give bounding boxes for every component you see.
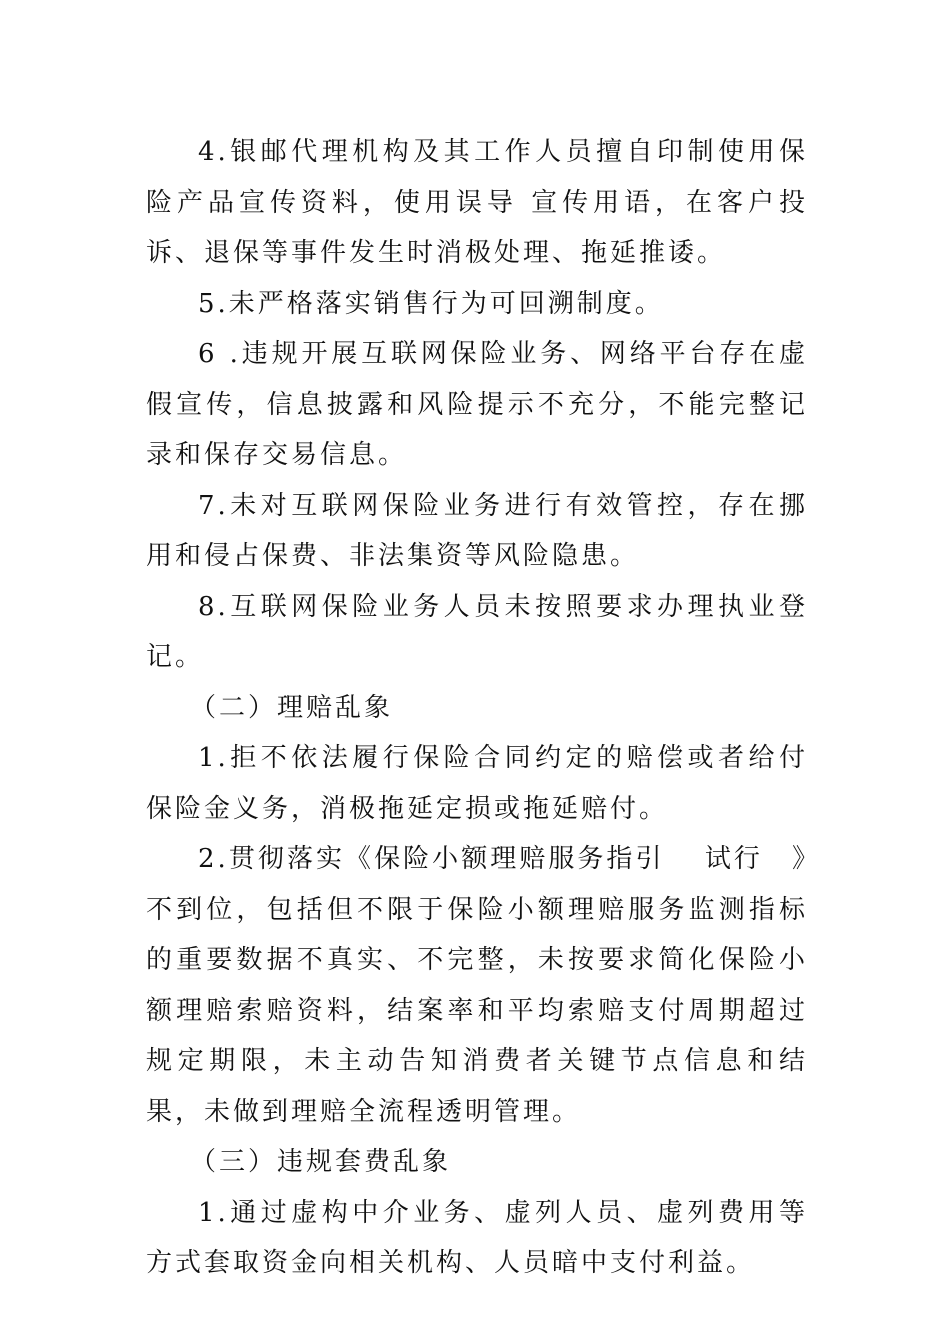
section-heading-fees: （三）违规套费乱象 <box>190 1147 452 1177</box>
paragraph-claims-item-2: 2.贯彻落实《保险小额理赔服务指引 试行 》不到位，包括但不限于保险小额理赔服务监测指标的重要数据不真实、不完整，未按要求简化保险小额理赔索赔资料，结案率和平均索赔支付周期超过规定期限，未主动告知消费者关键节点信息和结果，未做到理赔全流程透明管理。 <box>146 844 808 1127</box>
paragraph-item-6: 6 .违规开展互联网保险业务、网络平台存在虚假宣传，信息披露和风险提示不充分，不能完整记录和保存交易信息。 <box>146 339 808 470</box>
paragraph-item-8: 8.互联网保险业务人员未按照要求办理执业登记。 <box>146 591 808 672</box>
paragraph-claims-item-1: 1.拒不依法履行保险合同约定的赔偿或者给付保险金义务，消极拖延定损或拖延赔付。 <box>146 743 808 824</box>
document-body <box>146 127 808 1289</box>
paragraph-item-4: 4.银邮代理机构及其工作人员擅自印制使用保险产品宣传资料，使用误导 宣传用语，在客户投诉、退保等事件发生时消极处理、拖延推诿。 <box>146 137 808 268</box>
section-heading-claims: （二）理赔乱象 <box>190 692 394 723</box>
paragraph-fees-item-1: 1.通过虚构中介业务、虚列人员、虚列费用等方式套取资金向相关机构、人员暗中支付利益。 <box>146 1197 808 1278</box>
paragraph-item-5: 5.未严格落实销售行为可回溯制度。 <box>198 288 664 319</box>
paragraph-item-7: 7.未对互联网保险业务进行有效管控，存在挪用和侵占保费、非法集资等风险隐患。 <box>146 490 808 571</box>
